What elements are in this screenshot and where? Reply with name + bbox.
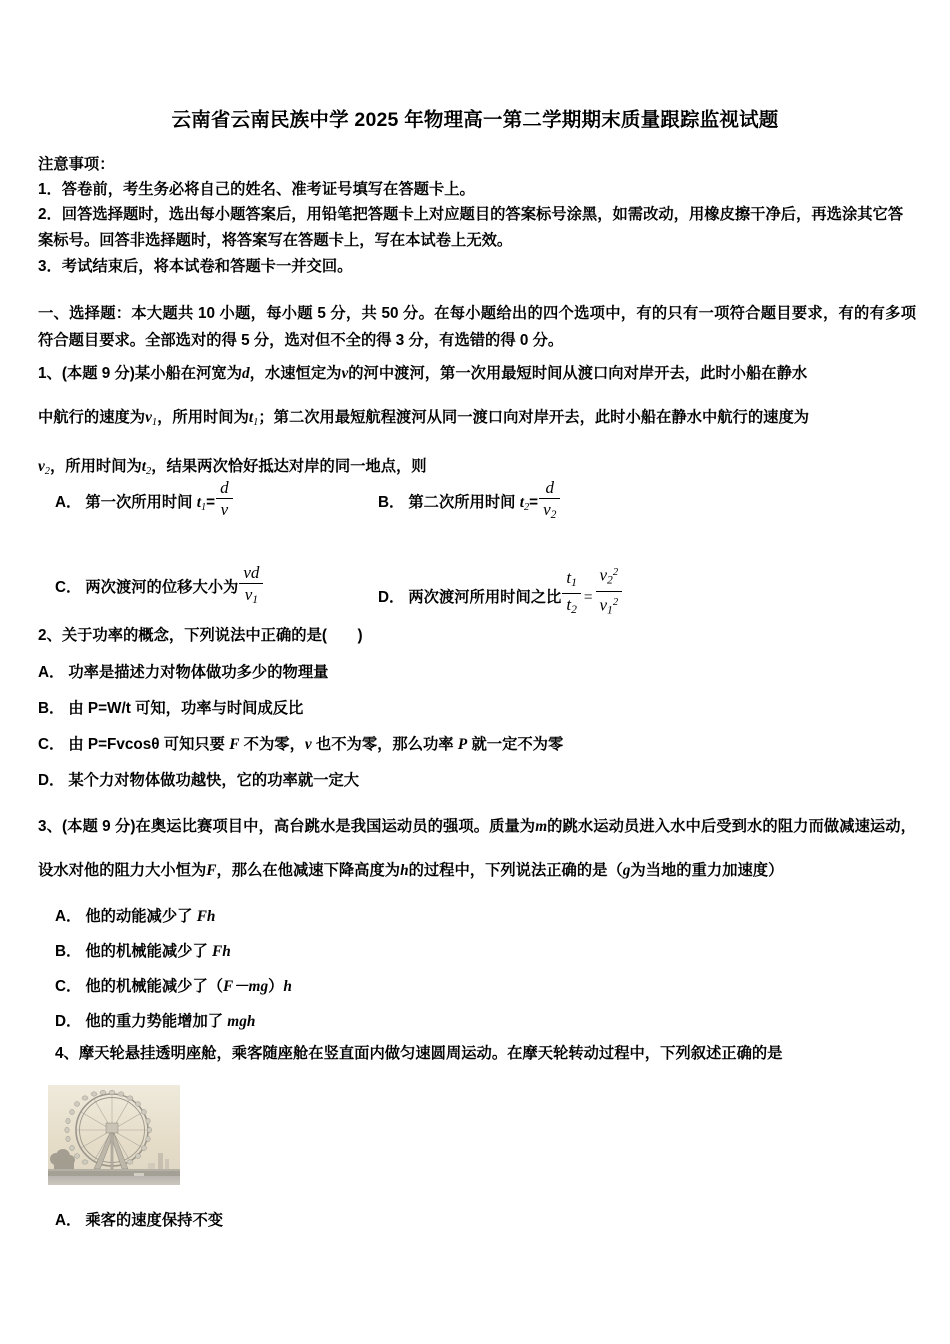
q2-opt-b-text: 由 P=W/t 可知，功率与时间成反比	[68, 700, 304, 717]
q3-text-b: 的跳水运动员进入水中后受到水的阻力而做减速运动，设水对他的阻力大小恒为	[38, 818, 916, 879]
q1-opt-a-label: A．	[55, 494, 82, 512]
question-4-stem	[55, 1043, 782, 1065]
q1-opt-b-eq: =	[529, 494, 539, 512]
notice-heading: 注意事项：	[38, 156, 115, 173]
q2-opt-c-mid1: 不为零，	[239, 736, 305, 753]
q3-opt-a-label: A．	[55, 908, 82, 925]
q2-opt-c-tail: 就一定不为零	[467, 736, 564, 753]
question-3-stem	[38, 805, 916, 893]
question-3-option-a[interactable]	[55, 906, 215, 928]
question-1-option-d[interactable]	[378, 563, 623, 619]
q1-var-v: v	[341, 365, 349, 382]
q1-opt-a-text: 第一次所用时间	[85, 494, 197, 512]
q1-opt-c-label: C．	[55, 579, 82, 597]
q3-opt-a-text: 他的动能减少了	[85, 908, 197, 925]
q1-var-t1: t	[248, 409, 254, 426]
q1-opt-d-ratio-fraction	[562, 568, 581, 619]
question-2-stem-text: 关于功率的概念，下列说法中正确的是( )	[61, 627, 363, 644]
ferris-wheel-image	[48, 1085, 180, 1185]
q1-var-v2-sub: 2	[44, 465, 50, 477]
notice-item-2: 2．回答选择题时，选出每小题答案后，用铅笔把答题卡上对应题目的答案标号涂黑，如需改动，用橡皮擦干净后，再选涂其它答案标号。回答非选择题时，将答案写在答题卡上，写在本试卷上无效。	[38, 206, 904, 249]
q1-l2-text-c: ；第二次用最短航程渡河从同一渡口向对岸开去，此时小船在静水中航行的速度为	[258, 409, 810, 426]
q3-text-e: 为当地的重力加速度）	[630, 862, 784, 879]
q1-var-v1-sub: 1	[151, 416, 158, 428]
question-1-option-a[interactable]	[55, 478, 234, 524]
q3-opt-c-math2: h	[283, 978, 292, 995]
question-2-option-d[interactable]	[38, 770, 359, 792]
notice-item-3: 3．考试结束后，将本试卷和答题卡一并交回。	[38, 258, 353, 275]
q3-opt-b-label: B．	[55, 943, 82, 960]
q3-text-a: 在奥运比赛项目中，高台跳水是我国运动员的强项。质量为	[135, 818, 536, 835]
q3-opt-c-text-b: ）	[268, 978, 284, 995]
q4-opt-a-text: 乘客的速度保持不变	[85, 1212, 224, 1229]
q1-opt-b-var: t	[519, 494, 524, 512]
question-4-stem-text: 摩天轮悬挂透明座舱，乘客随座舱在竖直面内做匀速圆周运动。在摩天轮转动过程中，下列叙述正确的是	[78, 1045, 783, 1062]
question-1-option-c[interactable]	[55, 563, 264, 609]
q3-opt-c-label: C．	[55, 978, 82, 995]
q3-var-g: g	[622, 862, 631, 879]
q1-opt-b-denominator: $v_2$	[543, 500, 557, 522]
q3-opt-b-math: Fh	[212, 943, 231, 960]
question-3-option-b[interactable]	[55, 941, 231, 963]
q1-opt-d-text: 两次渡河所用时间之比	[408, 589, 562, 607]
question-3-marks: (本题 9 分)	[61, 818, 136, 835]
q1-var-t2: t	[141, 457, 147, 475]
q2-opt-c-mid2: 也不为零，那么功率	[311, 736, 458, 753]
q1-opt-d-label: D．	[378, 589, 405, 607]
ferris-wheel-photo	[48, 1085, 180, 1185]
q3-opt-a-math: Fh	[196, 908, 216, 925]
question-2-option-c[interactable]	[38, 734, 563, 756]
q3-opt-d-math: mgh	[227, 1013, 256, 1030]
q3-text-c: ，那么在他减速下降高度为	[216, 862, 401, 879]
q3-opt-d-label: D．	[55, 1013, 82, 1030]
q3-opt-c-text-a: 他的机械能减少了（	[85, 978, 224, 995]
q2-opt-d-label: D．	[38, 772, 65, 789]
q1-opt-d-eq: =	[583, 589, 593, 607]
section-intro-choice-questions: 一、选择题：本大题共 10 小题，每小题 5 分，共 50 分。在每小题给出的四个选项中，有的只有一项符合题目要求，有的有多项符合题目要求。全部选对的得 5 分，选对但不全的得 3 分，有选错的得 0 分。	[38, 305, 916, 349]
q3-var-F: F	[206, 862, 217, 879]
q2-opt-c-var-P: P	[457, 736, 468, 753]
q3-var-h: h	[400, 862, 409, 879]
q1-l3-text-a: ，所用时间为	[50, 457, 142, 475]
question-1-stem-line-2	[38, 396, 916, 445]
q1-var-t1-sub: 1	[253, 416, 259, 428]
q1-text-b: ，水速恒定为	[249, 365, 342, 382]
q1-opt-d-res-den: $v_1^2$	[599, 595, 619, 617]
q1-var-t2-sub: 2	[146, 465, 152, 477]
q1-opt-a-var-sub: 1	[200, 501, 207, 513]
q1-opt-c-fraction	[239, 563, 263, 609]
q2-opt-c-var-F: F	[229, 736, 240, 753]
q1-opt-a-eq: =	[206, 494, 216, 512]
q2-opt-c-pre: 由 P=Fvcosθ 可知只要	[68, 736, 230, 753]
notice-item-1: 1．答卷前，考生务必将自己的姓名、准考证号填写在答题卡上。	[38, 181, 475, 198]
q1-var-d: d	[242, 365, 250, 382]
page-title: 云南省云南民族中学 2025 年物理高一第二学期期末质量跟踪监视试题	[171, 109, 779, 131]
question-2-number: 2、	[38, 627, 62, 644]
q1-l2-text-a: 中航行的速度为	[38, 409, 146, 426]
q1-var-v1: v	[145, 409, 152, 426]
q1-var-v2: v	[38, 457, 45, 475]
q1-opt-c-denominator: $v_1$	[244, 585, 259, 607]
q1-opt-d-ratio-num: $t_1$	[562, 568, 581, 594]
q1-opt-d-res-num: $v_2^2$	[596, 563, 623, 592]
q3-opt-b-text: 他的机械能减少了	[85, 943, 212, 960]
q1-opt-a-var: t	[196, 494, 201, 512]
question-2-option-a[interactable]	[38, 662, 328, 684]
question-4-number: 4、	[55, 1045, 79, 1062]
q1-text-a: 某小船在河宽为	[134, 365, 242, 382]
q1-opt-d-ratio-den: $t_2$	[566, 595, 577, 617]
q3-var-m: m	[535, 818, 548, 835]
q1-opt-b-fraction	[539, 478, 560, 524]
q1-opt-b-numerator: d	[539, 478, 560, 499]
question-3-option-c[interactable]	[55, 976, 292, 998]
q2-opt-a-text: 功率是描述力对物体做功多少的物理量	[68, 664, 329, 681]
question-2-stem	[38, 625, 363, 647]
q3-opt-c-math: F－mg	[223, 978, 269, 995]
q1-opt-a-numerator: d	[216, 478, 233, 499]
question-1-stem-line-1	[38, 352, 916, 396]
q1-opt-a-fraction	[216, 478, 233, 524]
question-1-marks: (本题 9 分)	[61, 365, 135, 382]
q1-l2-text-b: ，所用时间为	[157, 409, 249, 426]
q2-opt-c-label: C．	[38, 736, 65, 753]
q1-opt-d-result-fraction	[596, 563, 623, 619]
q1-opt-b-text: 第二次所用时间	[408, 494, 520, 512]
q4-opt-a-label: A．	[55, 1212, 82, 1229]
q2-opt-d-text: 某个力对物体做功越快，它的功率就一定大	[68, 772, 360, 789]
q1-l3-text-b: ，结果两次恰好抵达对岸的同一地点，则	[151, 457, 427, 475]
question-1-number: 1、	[38, 365, 62, 382]
question-1-option-b[interactable]	[378, 478, 561, 524]
q1-opt-a-denominator: v	[220, 500, 229, 519]
q1-opt-b-label: B．	[378, 494, 405, 512]
q2-opt-a-label: A．	[38, 664, 65, 681]
q3-opt-d-text: 他的重力势能增加了	[85, 1013, 228, 1030]
q2-opt-b-label: B．	[38, 700, 65, 717]
question-3-option-d[interactable]	[55, 1011, 255, 1033]
q1-text-c: 的河中渡河，第一次用最短时间从渡口向对岸开去，此时小船在静水	[348, 365, 808, 382]
question-2-option-b[interactable]	[38, 698, 303, 720]
question-4-option-a[interactable]	[55, 1210, 223, 1232]
q1-opt-c-text: 两次渡河的位移大小为	[85, 579, 239, 597]
q1-opt-c-numerator: vd	[239, 563, 263, 584]
q1-opt-b-var-sub: 2	[523, 501, 530, 513]
q2-opt-c-var-v: v	[304, 736, 312, 753]
question-3-number: 3、	[38, 818, 62, 835]
q3-text-d: 的过程中，下列说法正确的是（	[408, 862, 623, 879]
